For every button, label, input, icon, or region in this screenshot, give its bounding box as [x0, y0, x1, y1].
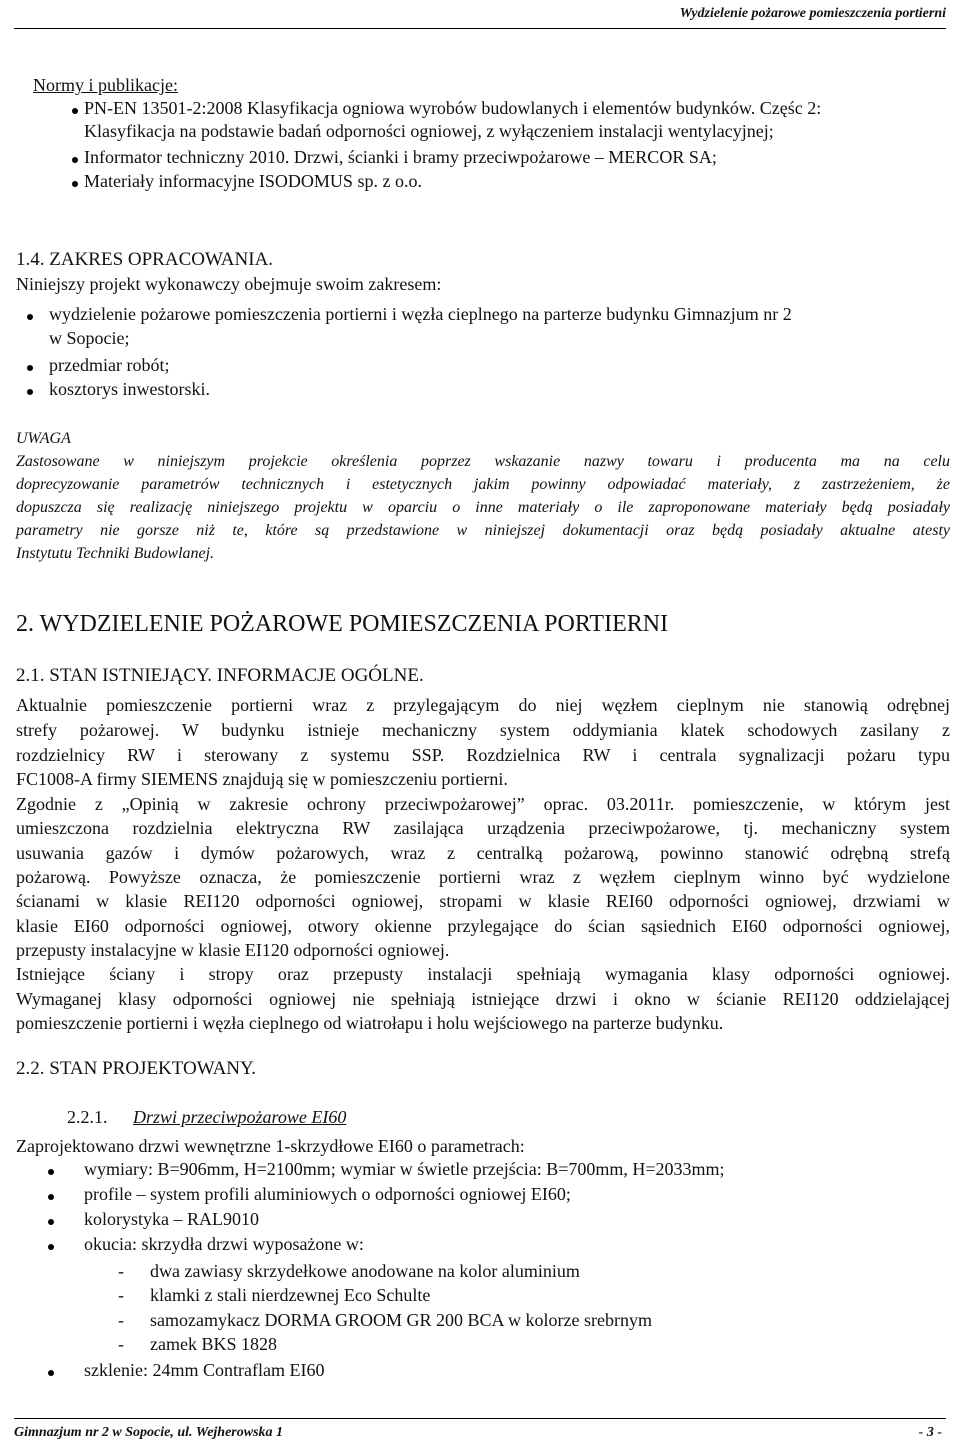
dash-marker: - — [118, 1310, 124, 1330]
norms-heading: Normy i publikacje: — [33, 75, 178, 95]
body-line: Aktualnie pomieszczenie portierni wraz z przylegającym do niej węzłem cieplnym nie stanowią odrębnej — [16, 695, 950, 715]
fitting-item: dwa zawiasy skrzydełkowe anodowane na kolor aluminium — [150, 1261, 580, 1281]
doors-item: profile – system profili aluminiowych o odporności ogniowej EI60; — [84, 1184, 571, 1204]
note-line: parametry nie gorsze niż te, które są przedstawione w niniejszej dokumentacji oraz będą posiadały aktualne atesty — [16, 522, 950, 539]
norms-item-1-line1: PN-EN 13501-2:2008 Klasyfikacja ogniowa wyrobów budowlanych i elementów budynków. Częśc 2: — [84, 98, 822, 118]
scope-item-2: przedmiar robót; — [49, 355, 170, 375]
doors-intro: Zaprojektowano drzwi wewnętrzne 1-skrzydłowe EI60 o parametrach: — [16, 1136, 525, 1156]
body-line: przepusty instalacyjne w klasie EI120 odporności ogniowej. — [16, 940, 450, 960]
scope-intro: Niniejszy projekt wykonawczy obejmuje swoim zakresem: — [16, 274, 442, 294]
scope-item-1-line2: w Sopocie; — [49, 328, 130, 348]
page-number: - 3 - — [918, 1425, 942, 1440]
section-2-2-heading: 2.2. STAN PROJEKTOWANY. — [16, 1058, 257, 1079]
doors-item: wymiary: B=906mm, H=2100mm; wymiar w świetle przejścia: B=700mm, H=2033mm; — [84, 1159, 725, 1179]
page-footer — [14, 1418, 946, 1447]
bullet-dot — [27, 365, 33, 371]
scope-heading: 1.4. ZAKRES OPRACOWANIA. — [16, 249, 274, 270]
doors-item: kolorystyka – RAL9010 — [84, 1209, 259, 1229]
dash-marker: - — [118, 1334, 124, 1354]
bullet-dot — [48, 1194, 54, 1200]
bullet-dot — [48, 1219, 54, 1225]
dash-marker: - — [118, 1285, 124, 1305]
bullet-dot — [48, 1370, 54, 1376]
footer-address: Gimnazjum nr 2 w Sopocie, ul. Wejherowska 1 — [14, 1425, 284, 1440]
bullet-dot — [72, 108, 78, 114]
body-line: umieszczona rozdzielnia elektryczna RW zasilająca urządzenia przeciwpożarowe, tj. mechaniczny system — [16, 818, 950, 838]
body-line: strefy pożarowej. W budynku istnieje mechaniczny system oddymiania klatek schodowych zasilany z — [16, 720, 950, 740]
note-line: Instytutu Techniki Budowlanej. — [16, 545, 215, 562]
bullet-dot — [27, 314, 33, 320]
fitting-item: zamek BKS 1828 — [150, 1334, 277, 1354]
body-line: Istniejące ściany i stropy oraz przepusty instalacji spełniają wymagania klasy odporności ogniowej. — [16, 964, 950, 984]
scope-item-1-line1: wydzielenie pożarowe pomieszczenia portierni i węzła cieplnego na parterze budynku Gimnazjum nr 2 — [49, 304, 792, 324]
bullet-dot — [27, 389, 33, 395]
bullet-dot — [72, 157, 78, 163]
header-title: Wydzielenie pożarowe pomieszczenia portierni — [679, 6, 946, 21]
fitting-item: klamki z stali nierdzewnej Eco Schulte — [150, 1285, 431, 1305]
body-line: usuwania gazów i dymów pożarowych, wraz z centralką pożarową, powinno stanowić odrębną strefą — [16, 843, 950, 863]
dash-marker: - — [118, 1261, 124, 1281]
note-title: UWAGA — [16, 430, 71, 447]
body-line: FC1008-A firmy SIEMENS znajdują się w pomieszczeniu portierni. — [16, 769, 508, 789]
norms-item-3: Materiały informacyjne ISODOMUS sp. z o.o. — [84, 171, 422, 191]
note-line: Zastosowane w niniejszym projekcie określenia poprzez wskazanie nazwy towaru i producenta ma na celu — [16, 453, 950, 470]
note-line: dopuszcza się realizację niniejszego projektu w oparciu o inne materiały o ile zaproponowane materiały będą posiadały — [16, 499, 950, 516]
section-2-2-1-title: Drzwi przeciwpożarowe EI60 — [133, 1107, 347, 1127]
note-line: doprecyzowanie parametrów technicznych i estetycznych jakim powinny odpowiadać materiały, z zastrzeżeniem, że — [16, 476, 950, 493]
norms-item-1-line2: Klasyfikacja na podstawie badań odporności ogniowej, z wyłączeniem instalacji wentylacyjnej; — [84, 121, 774, 141]
body-line: ścianami w klasie REI120 odporności ogniowej, stropami w klasie REI60 odporności ogniowej, drzwiami w — [16, 891, 950, 911]
body-line: pożarową. Powyższe oznacza, że pomieszczenie portierni wraz z węzłem cieplnym winno być wydzielone — [16, 867, 950, 887]
norms-item-2: Informator techniczny 2010. Drzwi, ścianki i bramy przeciwpożarowe – MERCOR SA; — [84, 147, 717, 167]
body-line: pomieszczenie portierni i węzła cieplnego od wiatrołapu i holu wejściowego na parterze budynku. — [16, 1013, 724, 1033]
doors-item: szklenie: 24mm Contraflam EI60 — [84, 1360, 325, 1380]
page-header — [14, 0, 946, 29]
fitting-item: samozamykacz DORMA GROOM GR 200 BCA w kolorze srebrnym — [150, 1310, 652, 1330]
bullet-dot — [72, 181, 78, 187]
bullet-dot — [48, 1244, 54, 1250]
section-2-1-heading: 2.1. STAN ISTNIEJĄCY. INFORMACJE OGÓLNE. — [16, 665, 424, 686]
bullet-dot — [48, 1169, 54, 1175]
body-line: Wymaganej klasy odporności ogniowej nie spełniają istniejące drzwi i okno w ścianie REI120 oddzielającej — [16, 989, 950, 1009]
body-line: klasie EI60 odporności ogniowej, otwory okienne przylegające do ścian sąsiednich EI60 odporności ogniowej, — [16, 916, 950, 936]
body-line: Zgodnie z „Opinią w zakresie ochrony przeciwpożarowej” oprac. 03.2011r. pomieszczenie, w którym jest — [16, 794, 950, 814]
section-2-2-1-number: 2.2.1. — [67, 1107, 108, 1127]
doors-item: okucia: skrzydła drzwi wyposażone w: — [84, 1234, 364, 1254]
scope-item-3: kosztorys inwestorski. — [49, 379, 210, 399]
body-line: rozdzielnicy RW i sterowany z systemu SSP. Rozdzielnica RW i centrala sygnalizacji pożaru typu — [16, 745, 950, 765]
section-2-heading: 2. WYDZIELENIE POŻAROWE POMIESZCZENIA PORTIERNI — [16, 611, 669, 637]
